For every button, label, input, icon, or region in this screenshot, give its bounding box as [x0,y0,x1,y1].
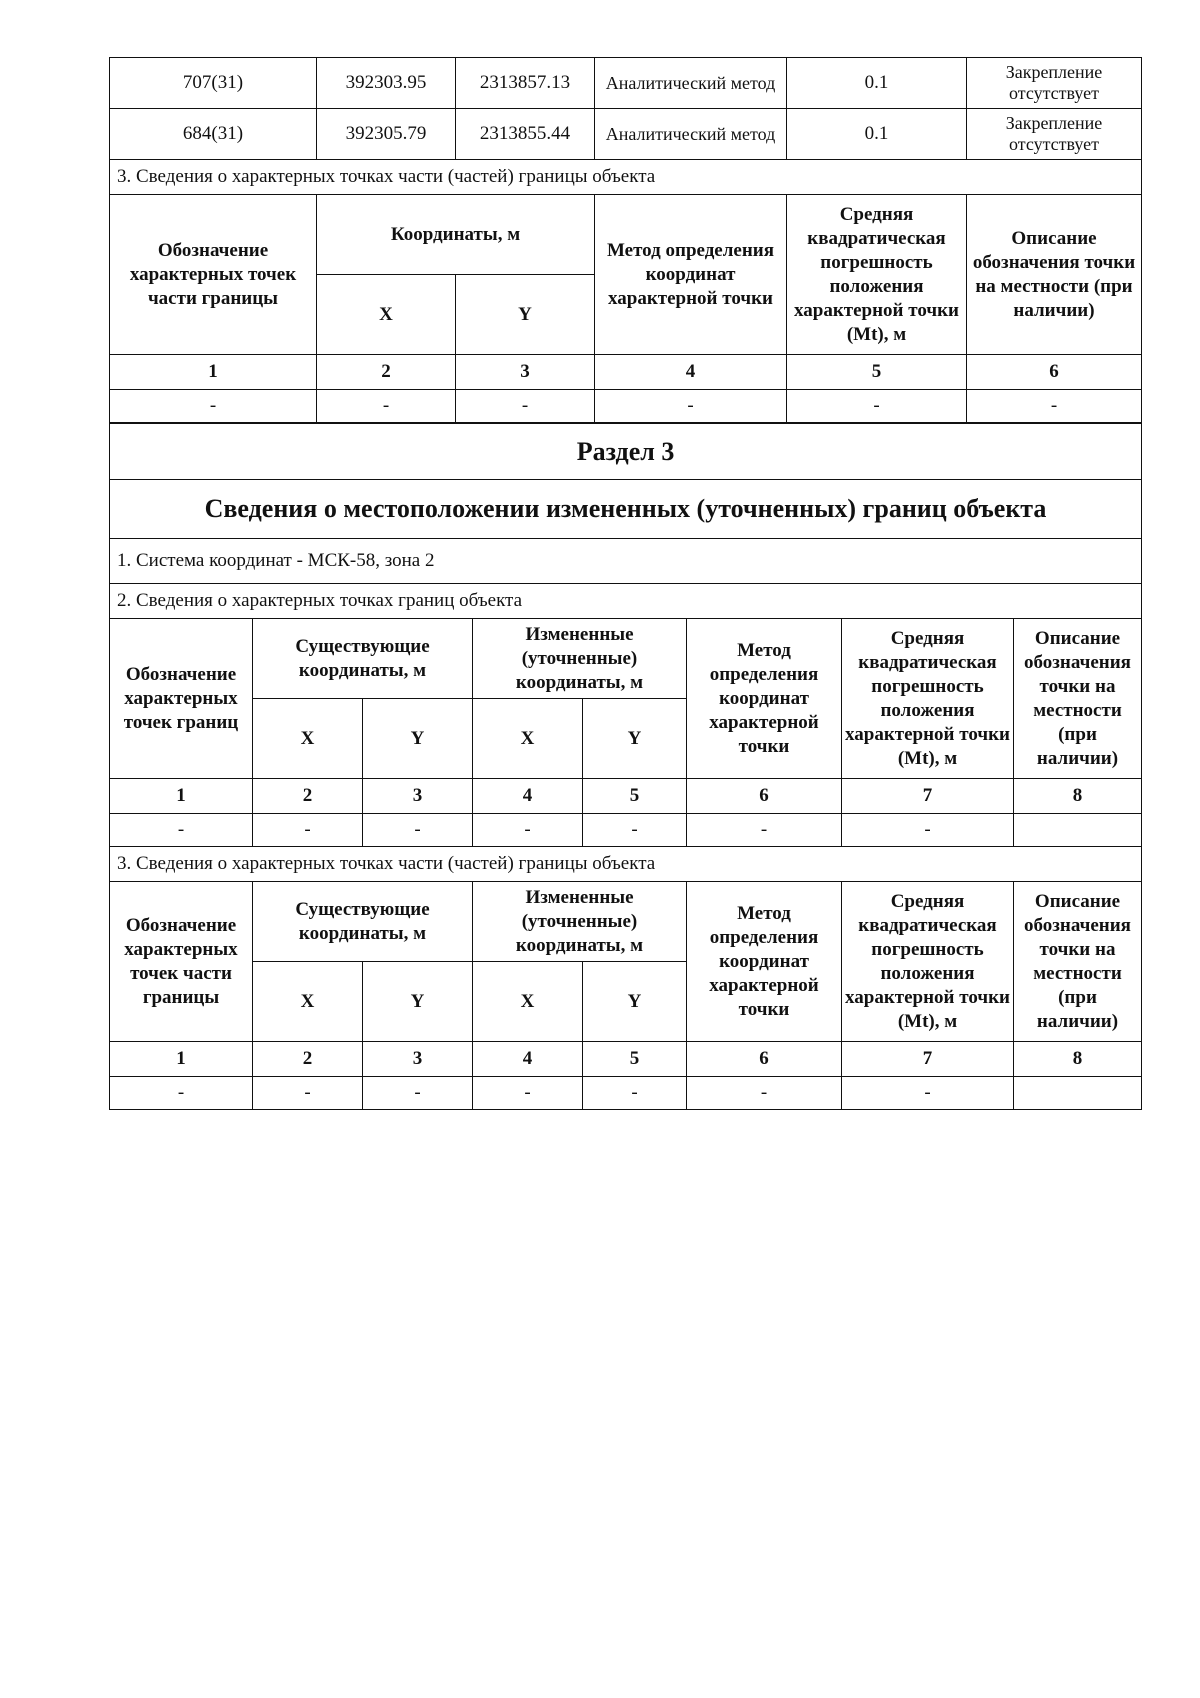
header-method: Метод определения координат характерной точки [687,882,842,1042]
table-row: - - - - - - - [110,1077,1142,1110]
column-numbers-row: 1 2 3 4 5 6 [110,355,1142,390]
header-coords: Координаты, м [317,195,595,275]
header-description: Описание обозначения точки на местности (при наличии) [1014,619,1142,779]
header-x: X [473,962,583,1042]
parts-subtitle: 3. Сведения о характерных точках части (частей) границы объекта [110,160,1142,195]
header-error: Средняя квадратическая погрешность положения характерной точки (Mt), м [787,195,967,355]
coord-y: 2313855.44 [456,109,595,160]
coord-system: 1. Система координат - МСК-58, зона 2 [110,539,1142,584]
header-x: X [253,699,363,779]
column-numbers-row: 1 2 3 4 5 6 7 8 [110,1042,1142,1077]
table-row [110,109,1142,160]
parts-subtitle: 3. Сведения о характерных точках части (частей) границы объекта [110,847,1142,882]
table-row [110,58,1142,109]
header-x: X [473,699,583,779]
coord-x: 392303.95 [317,58,456,109]
coord-y: 2313857.13 [456,58,595,109]
header-y: Y [583,699,687,779]
header-method: Метод определения координат характерной точки [595,195,787,355]
points-subtitle: 2. Сведения о характерных точках границ объекта [110,584,1142,619]
header-y: Y [583,962,687,1042]
header-y: Y [363,962,473,1042]
header-method: Метод определения координат характерной точки [687,619,842,779]
header-x: X [253,962,363,1042]
section-heading: Раздел 3 [110,424,1142,480]
table-row: - - - - - - - [110,814,1142,847]
error-cell: 0.1 [787,58,967,109]
section3-table [109,423,1142,1110]
description-cell: Закрепление отсутствует [967,58,1142,109]
header-y: Y [363,699,473,779]
method-cell: Аналитический метод [595,109,787,160]
header-designation: Обозначение характерных точек границ [110,619,253,779]
header-description: Описание обозначения точки на местности (при наличии) [1014,882,1142,1042]
description-cell: Закрепление отсутствует [967,109,1142,160]
section2-table [109,57,1142,423]
header-changed: Измененные (уточненные) координаты, м [473,882,687,962]
header-error: Средняя квадратическая погрешность положения характерной точки (Mt), м [842,882,1014,1042]
section-title: Сведения о местоположении измененных (уточненных) границ объекта [110,480,1142,539]
method-cell: Аналитический метод [595,58,787,109]
point-id: 684(31) [110,109,317,160]
error-cell: 0.1 [787,109,967,160]
header-designation: Обозначение характерных точек части границы [110,882,253,1042]
header-changed: Измененные (уточненные) координаты, м [473,619,687,699]
header-existing: Существующие координаты, м [253,882,473,962]
header-description: Описание обозначения точки на местности (при наличии) [967,195,1142,355]
table-row: - - - - - - [110,390,1142,423]
header-existing: Существующие координаты, м [253,619,473,699]
header-x: X [317,275,456,355]
header-error: Средняя квадратическая погрешность положения характерной точки (Mt), м [842,619,1014,779]
column-numbers-row: 1 2 3 4 5 6 7 8 [110,779,1142,814]
header-y: Y [456,275,595,355]
coord-x: 392305.79 [317,109,456,160]
point-id: 707(31) [110,58,317,109]
header-designation: Обозначение характерных точек части границы [110,195,317,355]
